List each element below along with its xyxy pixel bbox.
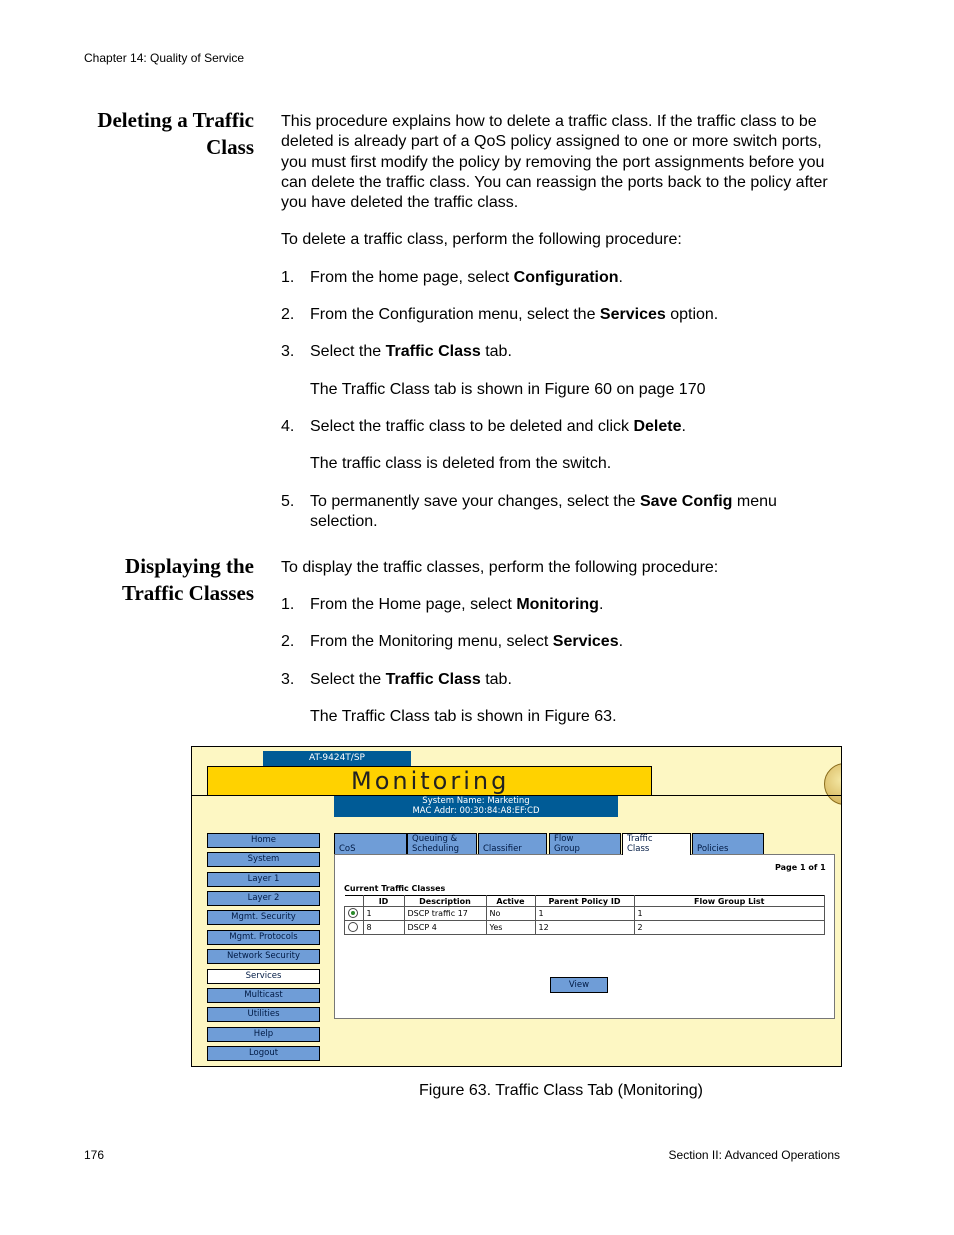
tab-label <box>339 834 406 844</box>
step-text: From the Configuration menu, select the <box>310 306 600 323</box>
step-bold: Traffic Class <box>385 671 481 688</box>
step-number: 2. <box>281 633 295 650</box>
step-text: Select the <box>310 343 386 360</box>
step-text: From the home page, select <box>310 269 514 286</box>
section-heading-line: Displaying the <box>125 554 254 578</box>
step-text: . <box>681 418 686 435</box>
step-text: To permanently save your changes, select the <box>310 493 640 510</box>
step-text: . <box>618 633 624 650</box>
mac-address: MAC Addr: 00:30:84:A8:EF:CD <box>412 806 540 816</box>
nav-utilities-button[interactable]: Utilities <box>207 1007 320 1022</box>
step-item <box>281 595 846 615</box>
section-heading-deleting <box>97 107 254 161</box>
select-cell <box>345 921 364 935</box>
tab-label: Group <box>554 844 580 854</box>
select-column-header <box>345 896 364 907</box>
tab-label <box>483 834 546 844</box>
column-header: Active <box>486 896 535 907</box>
step-bold: Delete <box>633 418 682 435</box>
step-note: The Traffic Class tab is shown in Figure 63. <box>310 708 617 725</box>
step-number: 1. <box>281 596 295 613</box>
tab-label: Scheduling <box>412 844 459 854</box>
step-number: 3. <box>281 671 295 688</box>
active-cell: No <box>486 907 535 921</box>
id-cell: 8 <box>363 921 404 935</box>
step-bold: Services <box>599 306 666 323</box>
procedure-lead: To display the traffic classes, perform the following procedure: <box>281 559 719 576</box>
system-name: System Name: Marketing <box>422 796 530 806</box>
step-bold: Traffic Class <box>385 343 481 360</box>
running-footer: Section II: Advanced Operations <box>668 1148 840 1162</box>
nav-services-button[interactable]: Services <box>207 969 320 984</box>
section-heading-line: Deleting a Traffic <box>97 108 254 132</box>
id-cell: 1 <box>363 907 404 921</box>
step-number: 1. <box>281 269 295 286</box>
step-item <box>281 632 846 652</box>
column-header: Flow Group List <box>634 896 825 907</box>
step-text: From the Monitoring menu, select <box>310 633 553 650</box>
step-text: option. <box>665 306 719 323</box>
running-header: Chapter 14: Quality of Service <box>84 51 245 65</box>
step-text: Select the <box>310 671 386 688</box>
tab-label <box>697 834 763 844</box>
nav-mgmt-protocols-button[interactable]: Mgmt. Protocols <box>207 930 320 945</box>
page-indicator: Page 1 of 1 <box>775 863 826 872</box>
tab-label: Policies <box>697 844 729 854</box>
nav-network-security-button[interactable]: Network Security <box>207 949 320 964</box>
flow-group-cell: 1 <box>634 907 825 921</box>
column-header: Description <box>404 896 486 907</box>
step-text: . <box>598 596 604 613</box>
tab-label: Traffic <box>627 834 653 844</box>
nav-mgmt-security-button[interactable]: Mgmt. Security <box>207 910 320 925</box>
step-bold: Configuration <box>513 269 619 286</box>
step-text: . <box>618 269 623 286</box>
tab-traffic-class[interactable] <box>622 833 691 855</box>
figure-screenshot <box>191 746 842 1067</box>
page-number: 176 <box>84 1148 105 1162</box>
content-panel <box>334 854 835 1019</box>
column-header: ID <box>363 896 404 907</box>
nav-layer1-button[interactable]: Layer 1 <box>207 872 320 887</box>
caption-text: Figure 63. Traffic Class Tab (Monitoring) <box>419 1082 703 1099</box>
step-note: The traffic class is deleted from the switch. <box>310 455 612 472</box>
table-header-row <box>345 896 825 907</box>
step-number: 4. <box>281 418 295 435</box>
step-bold: Save Config <box>639 493 733 510</box>
step-text: From the Home page, select <box>310 596 517 613</box>
tab-label: Classifier <box>483 844 522 854</box>
view-button[interactable]: View <box>550 977 608 993</box>
active-cell: Yes <box>486 921 535 935</box>
parent-policy-cell: 1 <box>535 907 634 921</box>
step-item <box>281 670 846 690</box>
table-row[interactable] <box>345 907 825 921</box>
step-item <box>281 305 846 325</box>
traffic-class-table <box>344 895 825 935</box>
row-radio[interactable] <box>348 922 358 932</box>
table-title: Current Traffic Classes <box>344 884 446 893</box>
globe-logo-icon <box>824 763 842 805</box>
tab-label: Class <box>627 844 650 854</box>
step-text: tab. <box>480 671 512 688</box>
monitoring-banner <box>207 766 652 796</box>
flow-group-cell: 2 <box>634 921 825 935</box>
step-text: Select the traffic class to be deleted and click <box>310 418 634 435</box>
step-number: 5. <box>281 493 295 510</box>
tab-classifier[interactable] <box>478 833 547 854</box>
section-heading-line: Class <box>206 135 254 159</box>
step-bold: Monitoring <box>516 596 599 613</box>
tab-label: Flow <box>554 834 574 844</box>
model-label: AT-9424T/SP <box>263 751 411 766</box>
tab-label: CoS <box>339 844 356 854</box>
step-number: 3. <box>281 343 295 360</box>
step-item <box>281 492 846 533</box>
section-heading-line: Traffic Classes <box>122 581 254 605</box>
step-item <box>281 417 846 437</box>
parent-policy-cell: 12 <box>535 921 634 935</box>
tab-flow-group[interactable] <box>549 833 621 854</box>
intro-paragraph: This procedure explains how to delete a traffic class. If the traffic class to be deleted is already part of a QoS policy assigned to one or more switch ports, you must first modify the policy by removing the port assignments before you can delete the traffic class. You can reassign the ports back to the policy after you have deleted the traffic class. <box>281 113 828 212</box>
nav-multicast-button[interactable]: Multicast <box>207 988 320 1003</box>
tab-policies[interactable] <box>692 833 764 854</box>
system-info <box>334 796 618 817</box>
step-text: menu selection. <box>310 493 777 531</box>
row-radio[interactable] <box>348 908 358 918</box>
column-header: Parent Policy ID <box>535 896 634 907</box>
step-note: The Traffic Class tab is shown in Figure 60 on page 170 <box>310 381 706 398</box>
description-cell: DSCP traffic 17 <box>404 907 486 921</box>
step-item <box>281 268 846 288</box>
nav-system-button[interactable]: System <box>207 852 320 867</box>
step-text: tab. <box>480 343 512 360</box>
description-cell: DSCP 4 <box>404 921 486 935</box>
step-number: 2. <box>281 306 295 323</box>
tab-label: Queuing & <box>412 834 458 844</box>
tab-cos[interactable] <box>334 833 407 854</box>
step-item <box>281 342 846 362</box>
nav-help-button[interactable]: Help <box>207 1027 320 1042</box>
table-row[interactable] <box>345 921 825 935</box>
nav-layer2-button[interactable]: Layer 2 <box>207 891 320 906</box>
step-bold: Services <box>552 633 619 650</box>
tab-queuing-scheduling[interactable] <box>407 833 477 854</box>
nav-home-button[interactable]: Home <box>207 833 320 848</box>
procedure-lead: To delete a traffic class, perform the following procedure: <box>281 231 682 248</box>
nav-logout-button[interactable]: Logout <box>207 1046 320 1061</box>
section-heading-displaying <box>122 553 254 607</box>
banner-title: Monitoring <box>351 767 510 795</box>
figure-caption <box>0 1082 954 1100</box>
select-cell <box>345 907 364 921</box>
